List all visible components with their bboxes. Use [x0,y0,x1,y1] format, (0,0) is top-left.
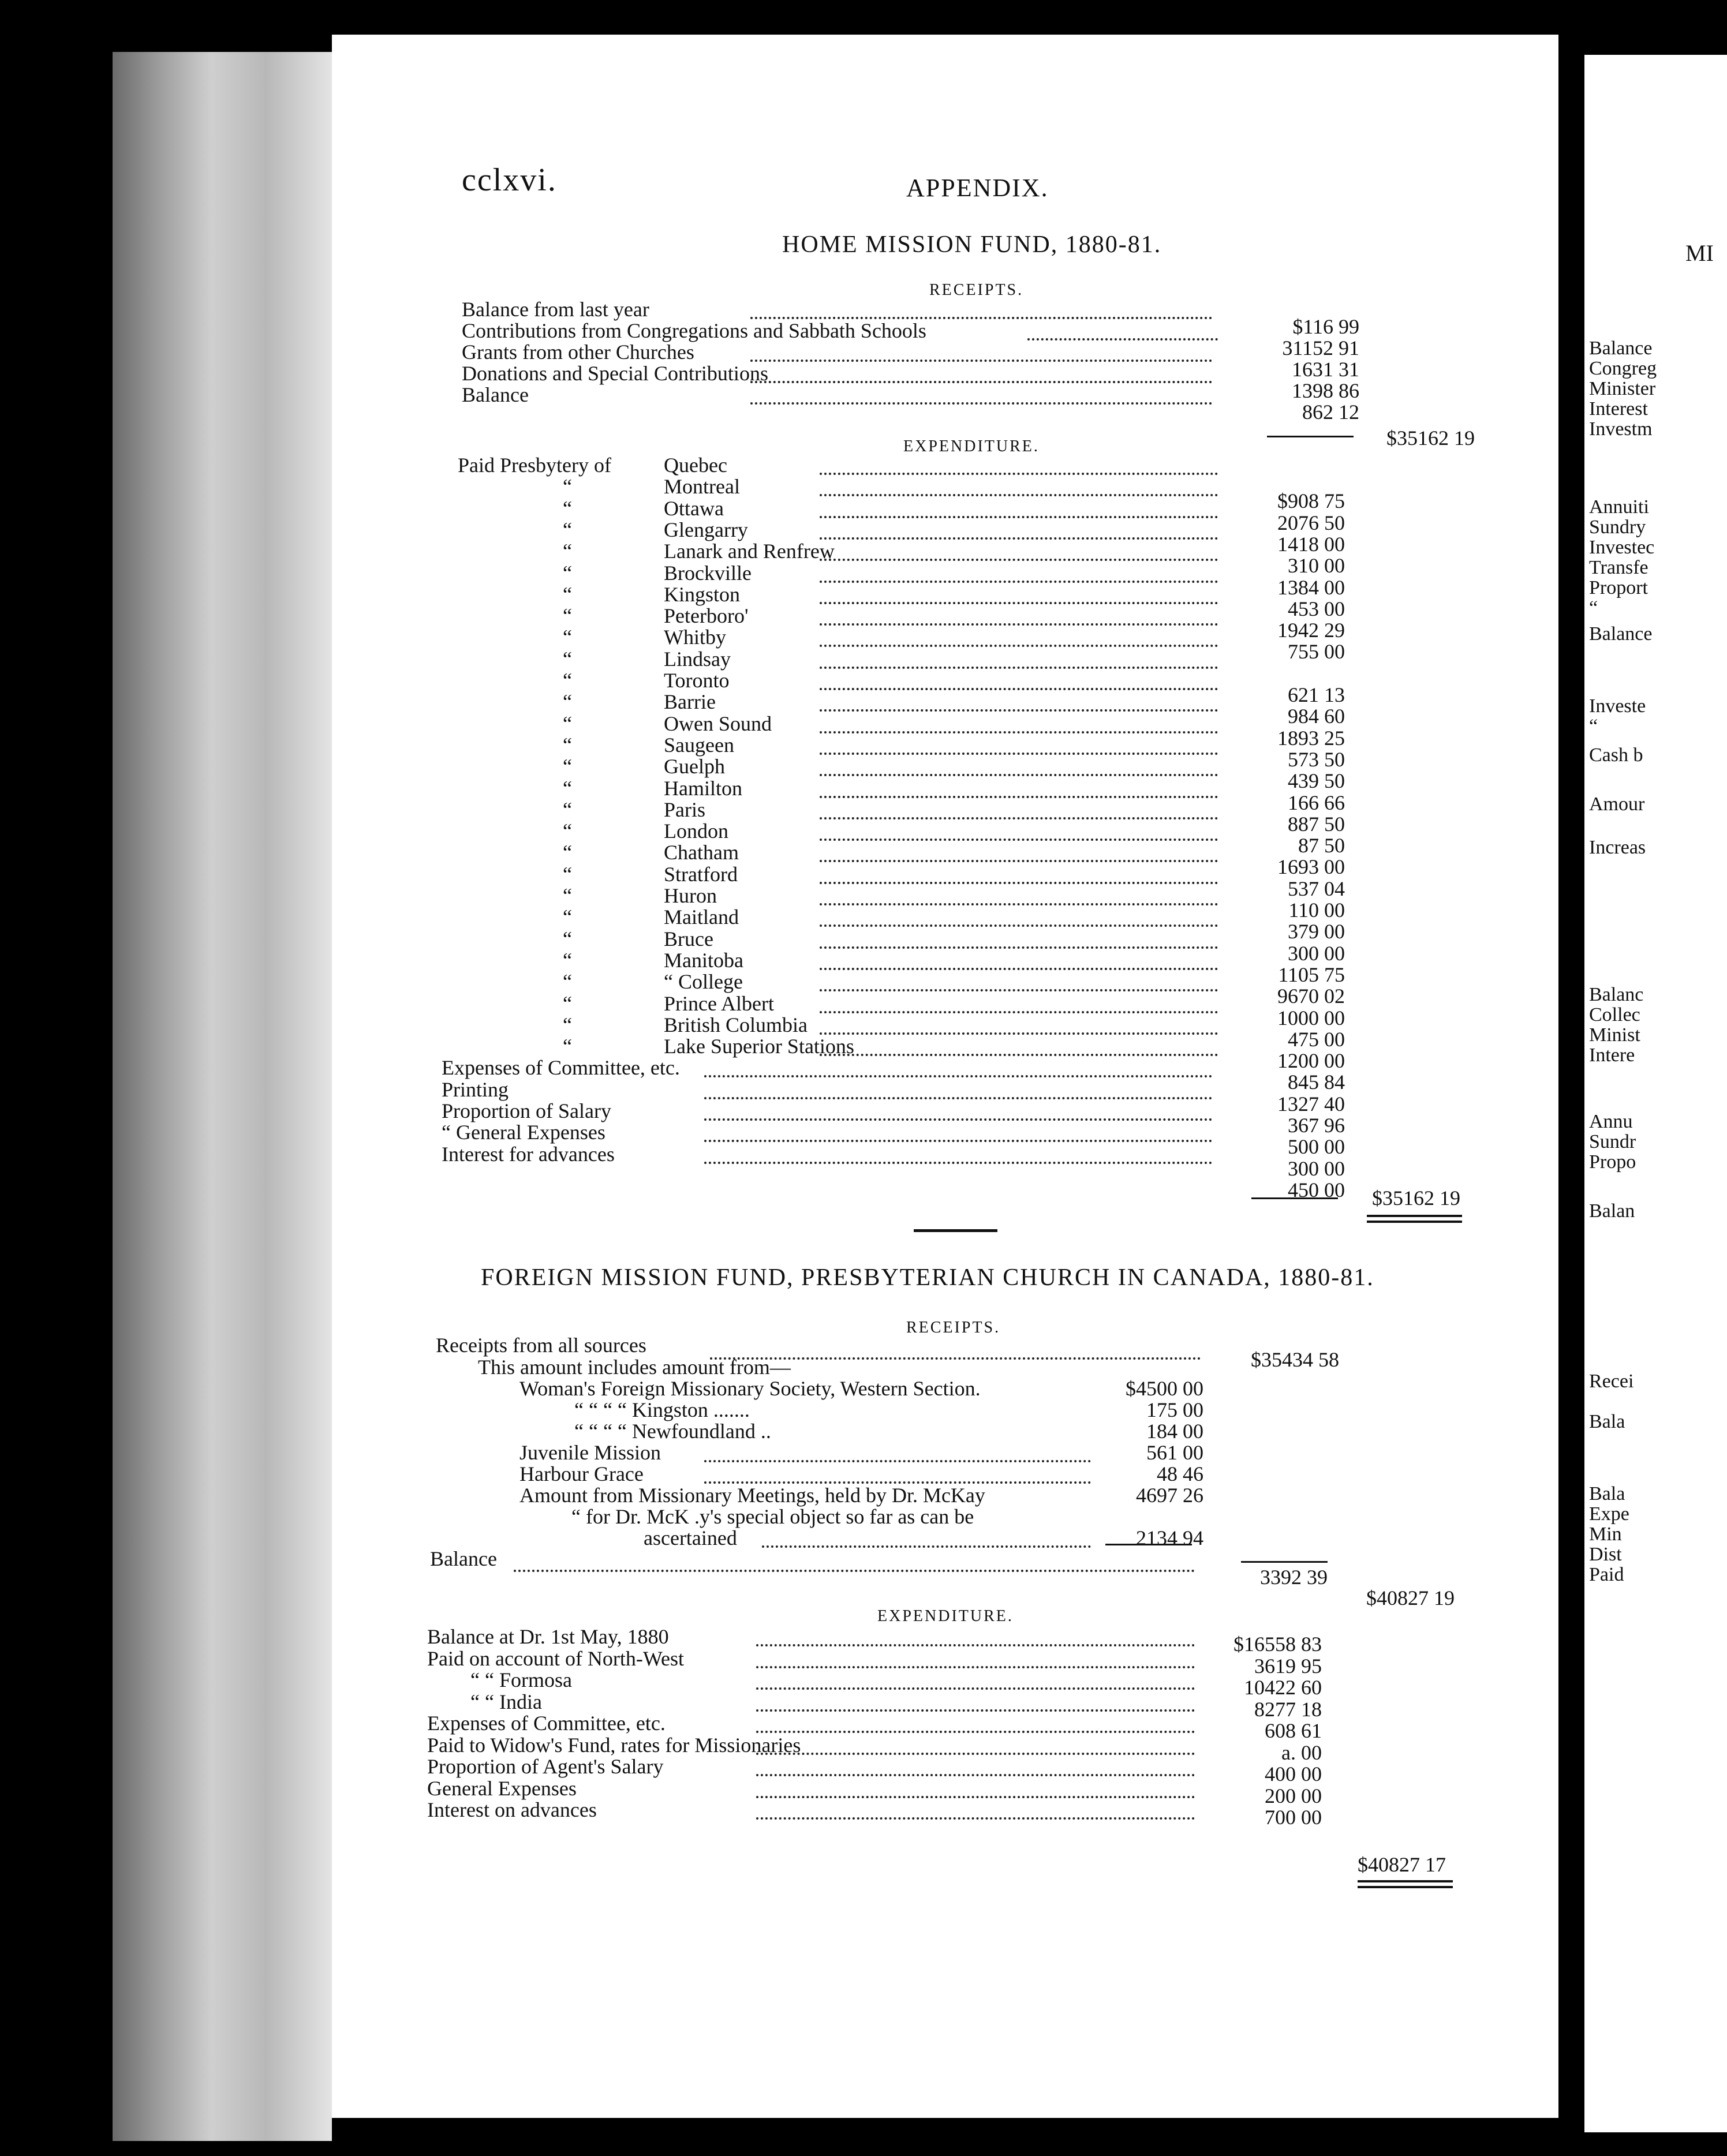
expense-label: “ General Expenses [442,1121,605,1144]
presbytery-prefix: “ [563,755,572,778]
expense-amount: 166 66 [1288,791,1345,814]
presbytery-prefix: “ [563,604,572,628]
facing-page-line: Min [1589,1524,1622,1545]
facing-page-line: Minister [1589,378,1656,399]
expense-amount: 300 00 [1288,941,1345,965]
receipt-amount: 31152 91 [1282,336,1359,360]
presbytery-name: Peterboro' [664,604,749,628]
foreign-expense-label: Paid to Widow's Fund, rates for Missionaries [427,1733,801,1757]
leader-dots [750,360,1212,362]
leader-dots [704,1075,1212,1077]
presbytery-name: Prince Albert [664,991,774,1015]
home-expenditure-total: $35162 19 [1372,1186,1460,1210]
expense-amount: 300 00 [1288,1156,1345,1180]
foreign-expense-amount: 8277 18 [1254,1697,1322,1721]
running-head: APPENDIX. [906,174,1049,202]
presbytery-prefix: “ [563,776,572,800]
presbytery-prefix: “ [563,1035,572,1058]
foreign-source-amount: 4697 26 [1136,1484,1203,1507]
facing-page-line: Increas [1589,837,1646,858]
receipt-label: Balance [462,383,529,406]
presbytery-name: London [664,819,728,843]
leader-dots [756,1644,1195,1646]
presbytery-prefix: “ [563,798,572,821]
facing-page-line: “ [1589,597,1598,619]
facing-page-line: Propo [1589,1151,1636,1173]
foreign-includes-label: This amount includes amount from— [478,1356,791,1379]
leader-dots [820,623,1218,626]
presbytery-name: Whitby [664,626,726,649]
presbytery-prefix: “ [563,1013,572,1036]
foreign-expense-label: Balance at Dr. 1st May, 1880 [427,1625,669,1648]
leader-dots [820,494,1218,496]
expense-amount: $908 75 [1277,489,1345,513]
leader-dots [756,1817,1195,1820]
foreign-expense-amount: 3619 95 [1254,1654,1322,1678]
expense-amount: 87 50 [1298,834,1345,858]
presbytery-name: Kingston [664,582,741,606]
foreign-expenditure-heading: EXPENDITURE. [877,1607,1014,1625]
presbytery-name: Barrie [664,690,716,714]
foreign-source-amount: $4500 00 [1126,1377,1203,1400]
foreign-expense-label: “ “ India [470,1690,542,1713]
home-exp-rule [1251,1197,1338,1199]
facing-page-line: Balance [1589,338,1653,359]
presbytery-name: Lake Superior Stations [664,1035,854,1058]
leader-dots [820,645,1218,647]
facing-page-line: Congreg [1589,358,1657,379]
presbytery-prefix: “ [563,862,572,886]
presbytery-prefix: “ [563,819,572,843]
leader-dots [820,1032,1218,1035]
leader-dots [514,1570,1195,1572]
foreign-expense-amount: 400 00 [1265,1762,1322,1786]
expense-amount: 2076 50 [1277,511,1345,534]
presbytery-prefix: “ [563,841,572,864]
facing-page-line: Recei [1589,1371,1634,1392]
facing-page-line: Dist [1589,1544,1622,1565]
expense-amount: 500 00 [1288,1135,1345,1159]
expense-amount: 310 00 [1288,554,1345,578]
expense-amount: 1000 00 [1277,1006,1345,1030]
presbytery-name: Huron [664,884,717,907]
home-mission-title: HOME MISSION FUND, 1880-81. [782,231,1162,258]
leader-dots [820,817,1218,819]
presbytery-name: Lanark and Renfrew [664,540,835,563]
leader-dots [756,1687,1195,1690]
facing-page-line: Investm [1589,418,1653,440]
expense-amount: 1693 00 [1277,855,1345,879]
expense-amount: 845 84 [1288,1070,1345,1094]
page-number: cclxvi. [462,162,557,198]
leader-dots [756,1753,1195,1755]
presbytery-name: Chatham [664,841,739,864]
leader-dots [762,1545,1091,1548]
expense-label: Interest for advances [442,1142,615,1166]
facing-page-line: Collec [1589,1004,1640,1025]
foreign-items-rule [1105,1544,1192,1545]
leader-dots [820,860,1218,862]
facing-page-line: Annu [1589,1111,1633,1132]
foreign-expense-label: “ “ Formosa [470,1668,572,1691]
presbytery-prefix: “ [563,540,572,563]
foreign-source-label: “ for Dr. McK .y's special object so far as can be [571,1505,974,1528]
presbytery-name: Lindsay [664,647,731,671]
foreign-source-amount: 48 46 [1157,1462,1203,1485]
leader-dots [820,537,1218,540]
presbytery-prefix: “ [563,582,572,606]
leader-dots [756,1774,1195,1776]
presbytery-name: Brockville [664,561,752,585]
presbytery-prefix: “ [563,518,572,541]
presbytery-name: Ottawa [664,496,724,520]
foreign-receipts-all-label: Receipts from all sources [436,1334,646,1357]
facing-page-line: Expe [1589,1503,1629,1525]
leader-dots [704,1162,1212,1164]
receipt-amount: 862 12 [1302,400,1359,424]
presbytery-prefix: “ [563,669,572,692]
foreign-expense-label: Expenses of Committee, etc. [427,1712,666,1735]
receipt-amount: 1631 31 [1292,358,1359,381]
expense-amount: 1327 40 [1277,1092,1345,1116]
expense-label: Expenses of Committee, etc. [442,1056,680,1080]
leader-dots [820,688,1218,690]
foreign-source-amount: 175 00 [1146,1398,1203,1421]
foreign-source-label: Woman's Foreign Missionary Society, Western Section. [519,1377,981,1400]
foreign-expense-amount: 10422 60 [1244,1676,1322,1699]
presbytery-name: Glengarry [664,518,748,541]
foreign-expense-amount: 200 00 [1265,1784,1322,1807]
receipt-amount: 1398 86 [1292,379,1359,402]
receipt-label: Balance from last year [462,298,649,321]
expense-amount: 537 04 [1288,877,1345,900]
leader-dots [756,1709,1195,1712]
receipt-amount: $116 99 [1292,315,1359,338]
book-page-edges [113,52,332,2141]
presbytery-name: “ College [664,970,743,994]
foreign-expense-amount: a. 00 [1281,1740,1322,1764]
presbytery-prefix: “ [563,948,572,972]
presbytery-prefix: “ [563,647,572,671]
facing-page-line: Interest [1589,398,1648,420]
presbytery-prefix: “ [563,475,572,499]
leader-dots [756,1731,1195,1733]
leader-dots [820,559,1218,561]
leader-dots [750,402,1212,405]
presbytery-prefix: “ [563,927,572,950]
home-total-double-rule-2 [1367,1221,1462,1223]
foreign-expense-label: Interest on advances [427,1798,597,1821]
foreign-expense-label: General Expenses [427,1776,577,1800]
presbytery-prefix: “ [563,905,572,929]
leader-dots [820,968,1218,970]
foreign-expense-label: Paid on account of North-West [427,1646,684,1670]
facing-page-line: Intere [1589,1045,1635,1066]
presbytery-prefix: “ [563,884,572,907]
presbytery-name: Stratford [664,862,738,886]
facing-page-line: Proport [1589,577,1648,598]
presbytery-name: Maitland [664,905,739,929]
foreign-source-label: “ “ “ “ Newfoundland .. [574,1420,771,1443]
presbytery-name: Saugeen [664,733,734,757]
presbytery-prefix: “ [563,991,572,1015]
home-receipts-rule [1267,436,1354,437]
receipt-label: Grants from other Churches [462,340,694,364]
leader-dots [820,581,1218,583]
foreign-source-label: Juvenile Mission [519,1441,661,1464]
facing-page-heading: MI [1685,240,1714,266]
leader-dots [820,516,1218,518]
presbytery-name: Quebec [664,454,727,477]
receipt-label: Contributions from Congregations and Sabbath Schools [462,319,926,342]
foreign-balance-label: Balance [430,1547,497,1570]
foreign-total-double-rule-2 [1358,1886,1453,1888]
leader-dots [820,1054,1218,1056]
leader-dots [704,1097,1212,1099]
expense-amount: 1893 25 [1277,726,1345,750]
leader-dots [820,753,1218,755]
presbytery-name: Toronto [664,669,730,692]
presbytery-name: Guelph [664,755,725,778]
foreign-expense-amount: $16558 83 [1233,1633,1322,1656]
expense-amount: 439 50 [1288,769,1345,793]
receipt-label: Donations and Special Contributions [462,362,768,385]
leader-dots [820,1011,1218,1013]
presbytery-prefix: “ [563,626,572,649]
facing-page-line: Bala [1589,1411,1625,1432]
presbytery-name: Owen Sound [664,712,772,735]
foreign-balance-amount: 3392 39 [1260,1566,1328,1589]
facing-page-line: Transfe [1589,557,1648,578]
leader-dots [820,839,1218,841]
presbytery-name: Bruce [664,927,713,950]
foreign-source-label: “ “ “ “ Kingston ....... [574,1398,750,1421]
presbytery-prefix: “ [563,496,572,520]
expense-amount: 621 13 [1288,683,1345,706]
leader-dots [756,1666,1195,1668]
presbytery-name: Paris [664,798,705,821]
presbytery-prefix: “ [563,561,572,585]
presbytery-name: British Columbia [664,1013,808,1036]
facing-page-line: Sundr [1589,1131,1636,1152]
leader-dots [820,946,1218,949]
home-expenditure-heading: EXPENDITURE. [903,437,1040,455]
facing-page-line: Cash b [1589,744,1643,766]
leader-dots [704,1140,1212,1142]
expense-amount: 984 60 [1288,705,1345,728]
expense-amount: 1418 00 [1277,532,1345,556]
home-receipts-heading: RECEIPTS. [929,281,1024,299]
facing-page-line: Paid [1589,1564,1624,1585]
facing-page-line: Amour [1589,793,1645,815]
presbytery-prefix: “ [563,970,572,994]
facing-page-line: Balance [1589,623,1653,645]
foreign-expenditure-total: $40827 17 [1358,1853,1446,1876]
foreign-expense-label: Proportion of Agent's Salary [427,1755,664,1778]
presbytery-prefix: Paid Presbytery of [458,454,611,477]
expense-amount: 379 00 [1288,920,1345,944]
foreign-receipts-total: $40827 19 [1366,1586,1455,1609]
leader-dots [750,381,1212,383]
leader-dots [820,796,1218,798]
expense-label: Printing [442,1077,509,1101]
leader-dots [820,709,1218,712]
leader-dots [704,1118,1212,1121]
expense-amount: 1384 00 [1277,575,1345,599]
foreign-source-label: Amount from Missionary Meetings, held by Dr. McKay [519,1484,985,1507]
facing-page-line: Minist [1589,1024,1640,1046]
expense-amount: 453 00 [1288,597,1345,620]
leader-dots [820,667,1218,669]
presbytery-prefix: “ [563,733,572,757]
facing-page-line: “ [1589,716,1598,737]
foreign-receipts-all-amount: $35434 58 [1251,1348,1339,1371]
foreign-source-amount: 561 00 [1146,1441,1203,1464]
leader-dots [1027,338,1218,340]
leader-dots [820,882,1218,884]
foreign-expense-amount: 608 61 [1265,1719,1322,1742]
leader-dots [820,903,1218,905]
foreign-source-label: Harbour Grace [519,1462,644,1485]
foreign-source-amount: 2134 94 [1136,1526,1203,1549]
presbytery-name: Manitoba [664,948,743,972]
foreign-mission-title: FOREIGN MISSION FUND, PRESBYTERIAN CHURCH IN CANADA, 1880-81. [481,1264,1374,1291]
presbytery-prefix: “ [563,690,572,714]
expense-amount: 475 00 [1288,1027,1345,1051]
foreign-source-label: ascertained [644,1526,737,1549]
leader-dots [820,473,1218,475]
foreign-total-double-rule-1 [1358,1880,1453,1882]
foreign-source-amount: 184 00 [1146,1420,1203,1443]
expense-amount: 450 00 [1288,1178,1345,1201]
leader-dots [820,774,1218,776]
facing-page-line: Investec [1589,537,1655,558]
expense-amount: 367 96 [1288,1114,1345,1137]
foreign-expense-amount: 700 00 [1265,1806,1322,1829]
presbytery-name: Montreal [664,475,740,499]
expense-amount: 887 50 [1288,812,1345,836]
expense-amount: 573 50 [1288,747,1345,771]
facing-page-fragment [1584,55,1727,2132]
expense-amount: 755 00 [1288,640,1345,664]
expense-amount: 1200 00 [1277,1049,1345,1073]
leader-dots [704,1460,1091,1462]
home-total-double-rule-1 [1367,1215,1462,1217]
leader-dots [756,1796,1195,1798]
leader-dots [820,924,1218,927]
facing-page-line: Annuiti [1589,496,1649,518]
expense-label: Proportion of Salary [442,1099,611,1122]
presbytery-prefix: “ [563,712,572,735]
facing-page-line: Investe [1589,695,1646,717]
foreign-receipts-heading: RECEIPTS. [906,1319,1001,1337]
leader-dots [820,989,1218,991]
expense-amount: 9670 02 [1277,985,1345,1008]
facing-page-line: Balanc [1589,984,1644,1005]
home-receipts-total: $35162 19 [1386,426,1475,450]
expense-amount: 110 00 [1288,899,1345,922]
facing-page-line: Sundry [1589,516,1646,538]
facing-page-line: Balan [1589,1200,1635,1222]
facing-page-line: Bala [1589,1483,1625,1504]
leader-dots [820,731,1218,733]
expense-amount: 1942 29 [1277,619,1345,642]
section-divider [914,1229,997,1232]
presbytery-name: Hamilton [664,776,742,800]
leader-dots [820,602,1218,604]
foreign-receipts-rule [1241,1561,1328,1563]
expense-amount: 1105 75 [1278,963,1345,986]
